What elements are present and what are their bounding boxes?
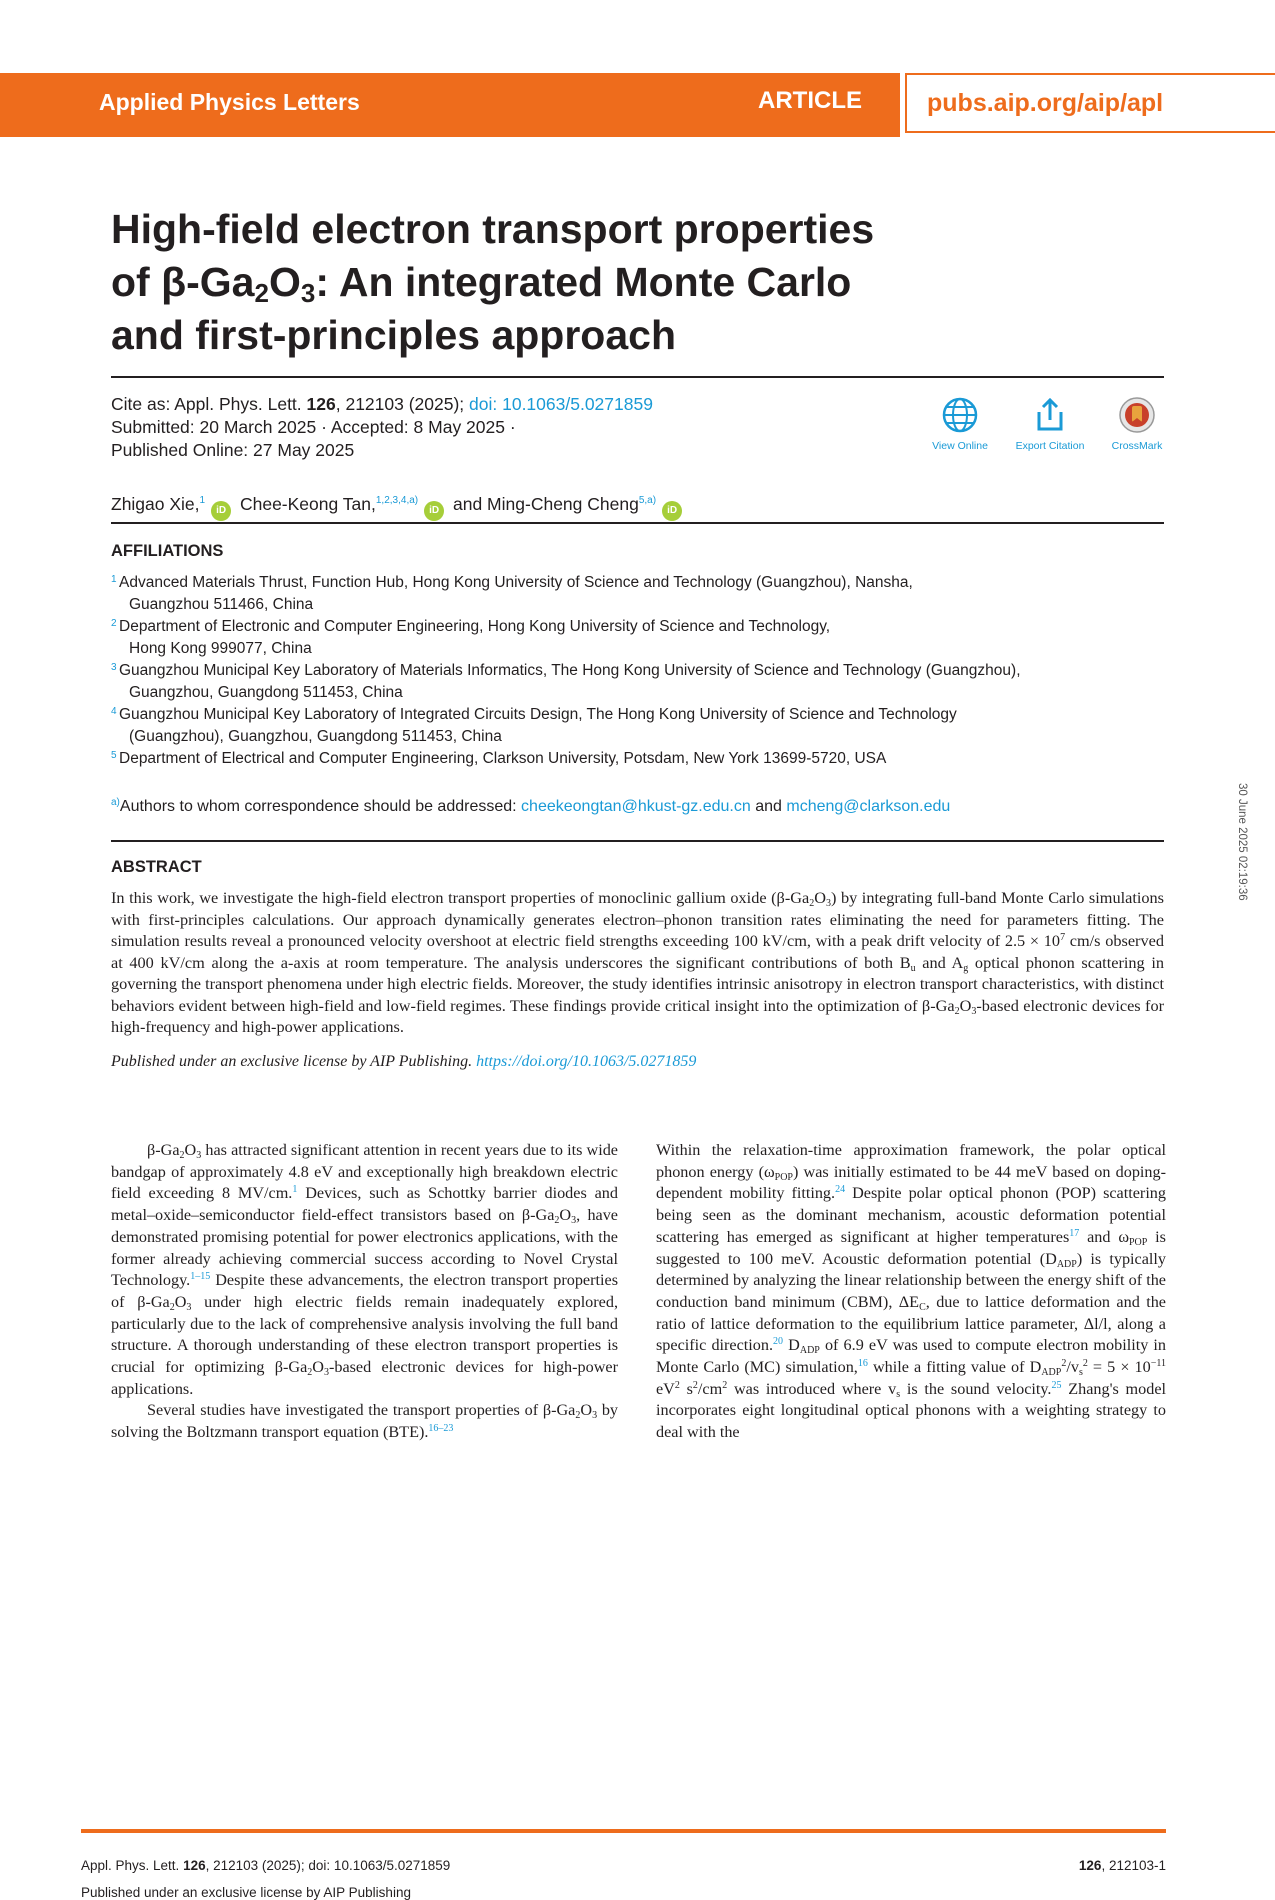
author-name[interactable]: Chee-Keong Tan, bbox=[239, 494, 376, 514]
affiliation-item: 1 Advanced Materials Thrust, Function Hub, Hong Kong University of Science and Technology (Guangzhou), Nansha, Guangzhou 511466, China bbox=[111, 574, 913, 613]
body-paragraph: Within the relaxation-time approximation framework, the polar optical phonon energy $(\omega_{POP})$ was initially estimated to be 44 meV based on doping-dependent mobility fitting.$^{24}$ Despite polar optical phonon (POP) scattering being seen as the dominant mechanism, acoustic deformation potential scattering has emerged as significant at higher temperatures$^{17}$ and $\omega_{POP}$ is suggested to 100 meV. Acoustic deformation potential $(D_{ADP})$ is typically determined by analyzing the linear relationship between the energy shift of the conduction band minimum (CBM), $\Delta E_C$, due to lattice deformation and the ratio of lattice deformation to the equilibrium lattice parameter, Δl/l, along a specific direction.$^{20}$ $D_{ADP}$ of 6.9 eV was used to compute electron mobility in Monte Carlo (MC) simulation,$^{16}$ while a fitting value of $D_{ADP}^2/v_s^2 = 5 \times 10^{-11}$ $eV^2$ $s^2/cm^2$ was introduced where $v_s$ is the sound velocity.$^{25}$ Zhang's model incorporates eight longitudinal optical phonons with a weighting strategy to deal with the bbox=[656, 1141, 1167, 1442]
affiliation-item: 2 Department of Electronic and Computer Engineering, Hong Kong University of Science and Technology, Hong Kong 999077, China bbox=[111, 618, 831, 657]
affiliation-item: 5 Department of Electrical and Computer Engineering, Clarkson University, Potsdam, New York 13699-5720, USA bbox=[111, 750, 887, 767]
citation-ref[interactable]: 24 bbox=[835, 1184, 846, 1196]
journal-url-link[interactable]: pubs.aip.org/aip/apl bbox=[927, 89, 1164, 117]
body-column-right bbox=[656, 1140, 1166, 1444]
citation-ref[interactable]: 1 bbox=[292, 1184, 298, 1196]
citation-ref[interactable]: 16–23 bbox=[428, 1423, 454, 1435]
view-online-button[interactable] bbox=[925, 396, 995, 452]
email-link[interactable]: mcheng@clarkson.edu bbox=[786, 798, 951, 815]
crossmark-icon bbox=[1118, 396, 1156, 434]
orcid-icon[interactable]: iD bbox=[424, 501, 444, 521]
article-type-label: ARTICLE bbox=[758, 87, 862, 114]
author-list: Zhigao Xie,$^1$iD Chee-Keong Tan,$^{1,2,3,4,a)}$iD and Ming-Cheng Cheng$^{5,a)}$iD bbox=[111, 494, 686, 521]
title-line: and first-principles approach bbox=[111, 312, 676, 358]
author-name[interactable]: and Ming-Cheng Cheng bbox=[453, 494, 639, 514]
doi-link[interactable]: doi: 10.1063/5.0271859 bbox=[469, 394, 653, 414]
article-title bbox=[111, 203, 941, 362]
published-date: Published Online: 27 May 2025 bbox=[111, 440, 355, 460]
title-line: High-field electron transport properties bbox=[111, 206, 875, 252]
divider bbox=[111, 840, 1164, 842]
export-icon bbox=[1031, 396, 1069, 434]
journal-name[interactable]: Applied Physics Letters bbox=[99, 89, 360, 115]
footer-citation: Appl. Phys. Lett. 126, 212103 (2025); doi: 10.1063/5.0271859 bbox=[81, 1858, 451, 1873]
submission-dates: Submitted: 20 March 2025 · Accepted: 8 May 2025 · bbox=[111, 417, 516, 437]
export-citation-button[interactable] bbox=[1010, 396, 1090, 452]
affiliation-item: 3 Guangzhou Municipal Key Laboratory of Materials Informatics, The Hong Kong University of Science and Technology (Guangzhou), Guangzhou, Guangdong 511453, China bbox=[111, 662, 1021, 701]
orcid-icon[interactable]: iD bbox=[211, 501, 231, 521]
affiliations-list bbox=[111, 572, 1171, 770]
citation-ref[interactable]: 16 bbox=[857, 1358, 868, 1370]
globe-icon bbox=[941, 396, 979, 434]
footer-rule bbox=[81, 1829, 1166, 1833]
affiliations-heading: AFFILIATIONS bbox=[111, 542, 224, 560]
divider bbox=[111, 522, 1164, 524]
doi-url-link[interactable]: https://doi.org/10.1063/5.0271859 bbox=[476, 1053, 697, 1070]
body-paragraph: $\beta-Ga_2O_3$ has attracted significant attention in recent years due to its wide bandgap of approximately 4.8 eV and exceptionally high breakdown electric field exceeding 8 MV/cm.$^1$ Devices, such as Schottky barrier diodes and metal–oxide–semiconductor field-effect transistors based on $\beta-Ga_2O_3$, have demonstrated promising potential for power electronics applications, with the former already achieving commercial success according to Novel Crystal Technology.$^{1-15}$ Despite these advancements, the electron transport properties of $\beta-Ga_2O_3$ under high electric fields remain inadequately explored, particularly due to the lack of comprehensive analysis involving the full band structure. A thorough understanding of these electron transport properties is crucial for optimizing $\beta-Ga_2O_3$-based electronic devices for high-power applications. bbox=[111, 1141, 618, 1398]
divider bbox=[111, 376, 1164, 378]
correspondence: $^{a)}$Authors to whom correspondence should be addressed: cheekeongtan@hkust-gz.edu.cn and mcheng@clarkson.edu bbox=[111, 797, 951, 815]
citation-ref[interactable]: 1–15 bbox=[190, 1271, 211, 1283]
abstract-heading: ABSTRACT bbox=[111, 858, 202, 876]
citation-ref[interactable]: 25 bbox=[1051, 1379, 1062, 1391]
body-column-left bbox=[111, 1140, 618, 1444]
affiliation-item: 4 Guangzhou Municipal Key Laboratory of Integrated Circuits Design, The Hong Kong University of Science and Technology (Guangzhou), Guangzhou, Guangdong 511453, China bbox=[111, 706, 957, 745]
body-paragraph: Several studies have investigated the transport properties of $\beta-Ga_2O_3$ by solving the Boltzmann transport equation (BTE).$^{16-23}$ bbox=[111, 1401, 619, 1442]
citation-block bbox=[111, 393, 653, 462]
orcid-icon[interactable]: iD bbox=[662, 501, 682, 521]
cite-as: Cite as: Appl. Phys. Lett. 126, 212103 (2025); doi: 10.1063/5.0271859 bbox=[111, 394, 653, 414]
citation-ref[interactable]: 17 bbox=[1069, 1227, 1080, 1239]
export-citation-label: Export Citation bbox=[1015, 440, 1085, 452]
author-name[interactable]: Zhigao Xie, bbox=[111, 494, 200, 514]
title-line: of $\beta-Ga_2O_3$: An integrated Monte Carlo bbox=[111, 259, 852, 308]
crossmark-label: CrossMark bbox=[1111, 440, 1163, 452]
view-online-label: View Online bbox=[932, 440, 988, 452]
footer-license: Published under an exclusive license by AIP Publishing bbox=[81, 1885, 411, 1900]
citation-ref[interactable]: 20 bbox=[773, 1336, 784, 1348]
abstract-text: In this work, we investigate the high-field electron transport properties of monoclinic gallium oxide $(\beta-Ga_2O_3)$ by integrating full-band Monte Carlo simulations with first-principles calculations. Our approach dynamically generates electron–phonon transition rates eliminating the need for parameters fitting. The simulation results reveal a pronounced velocity overshoot at electric field strengths exceeding 100 kV/cm, with a peak drift velocity of $2.5 \times 10^7$ cm/s observed at 400 kV/cm along the a-axis at room temperature. The analysis underscores the significant contributions of both $B_u$ and $A_g$ optical phonon scattering in governing the transport phenomena under high electric fields. Moreover, the study identifies intrinsic anisotropy in electron transport characteristics, with distinct behaviors evident between high-field and low-field regimes. These findings provide critical insight into the optimization of $\beta-Ga_2O_3$-based electronic devices for high-frequency and high-power applications. bbox=[111, 888, 1165, 1036]
license-statement: Published under an exclusive license by AIP Publishing. https://doi.org/10.1063/5.0271859 bbox=[111, 1053, 697, 1070]
page-number: 126, 212103-1 bbox=[1078, 1858, 1166, 1873]
email-link[interactable]: cheekeongtan@hkust-gz.edu.cn bbox=[521, 798, 751, 815]
download-timestamp: 30 June 2025 02:19:36 bbox=[1236, 783, 1248, 901]
crossmark-button[interactable] bbox=[1105, 396, 1169, 452]
